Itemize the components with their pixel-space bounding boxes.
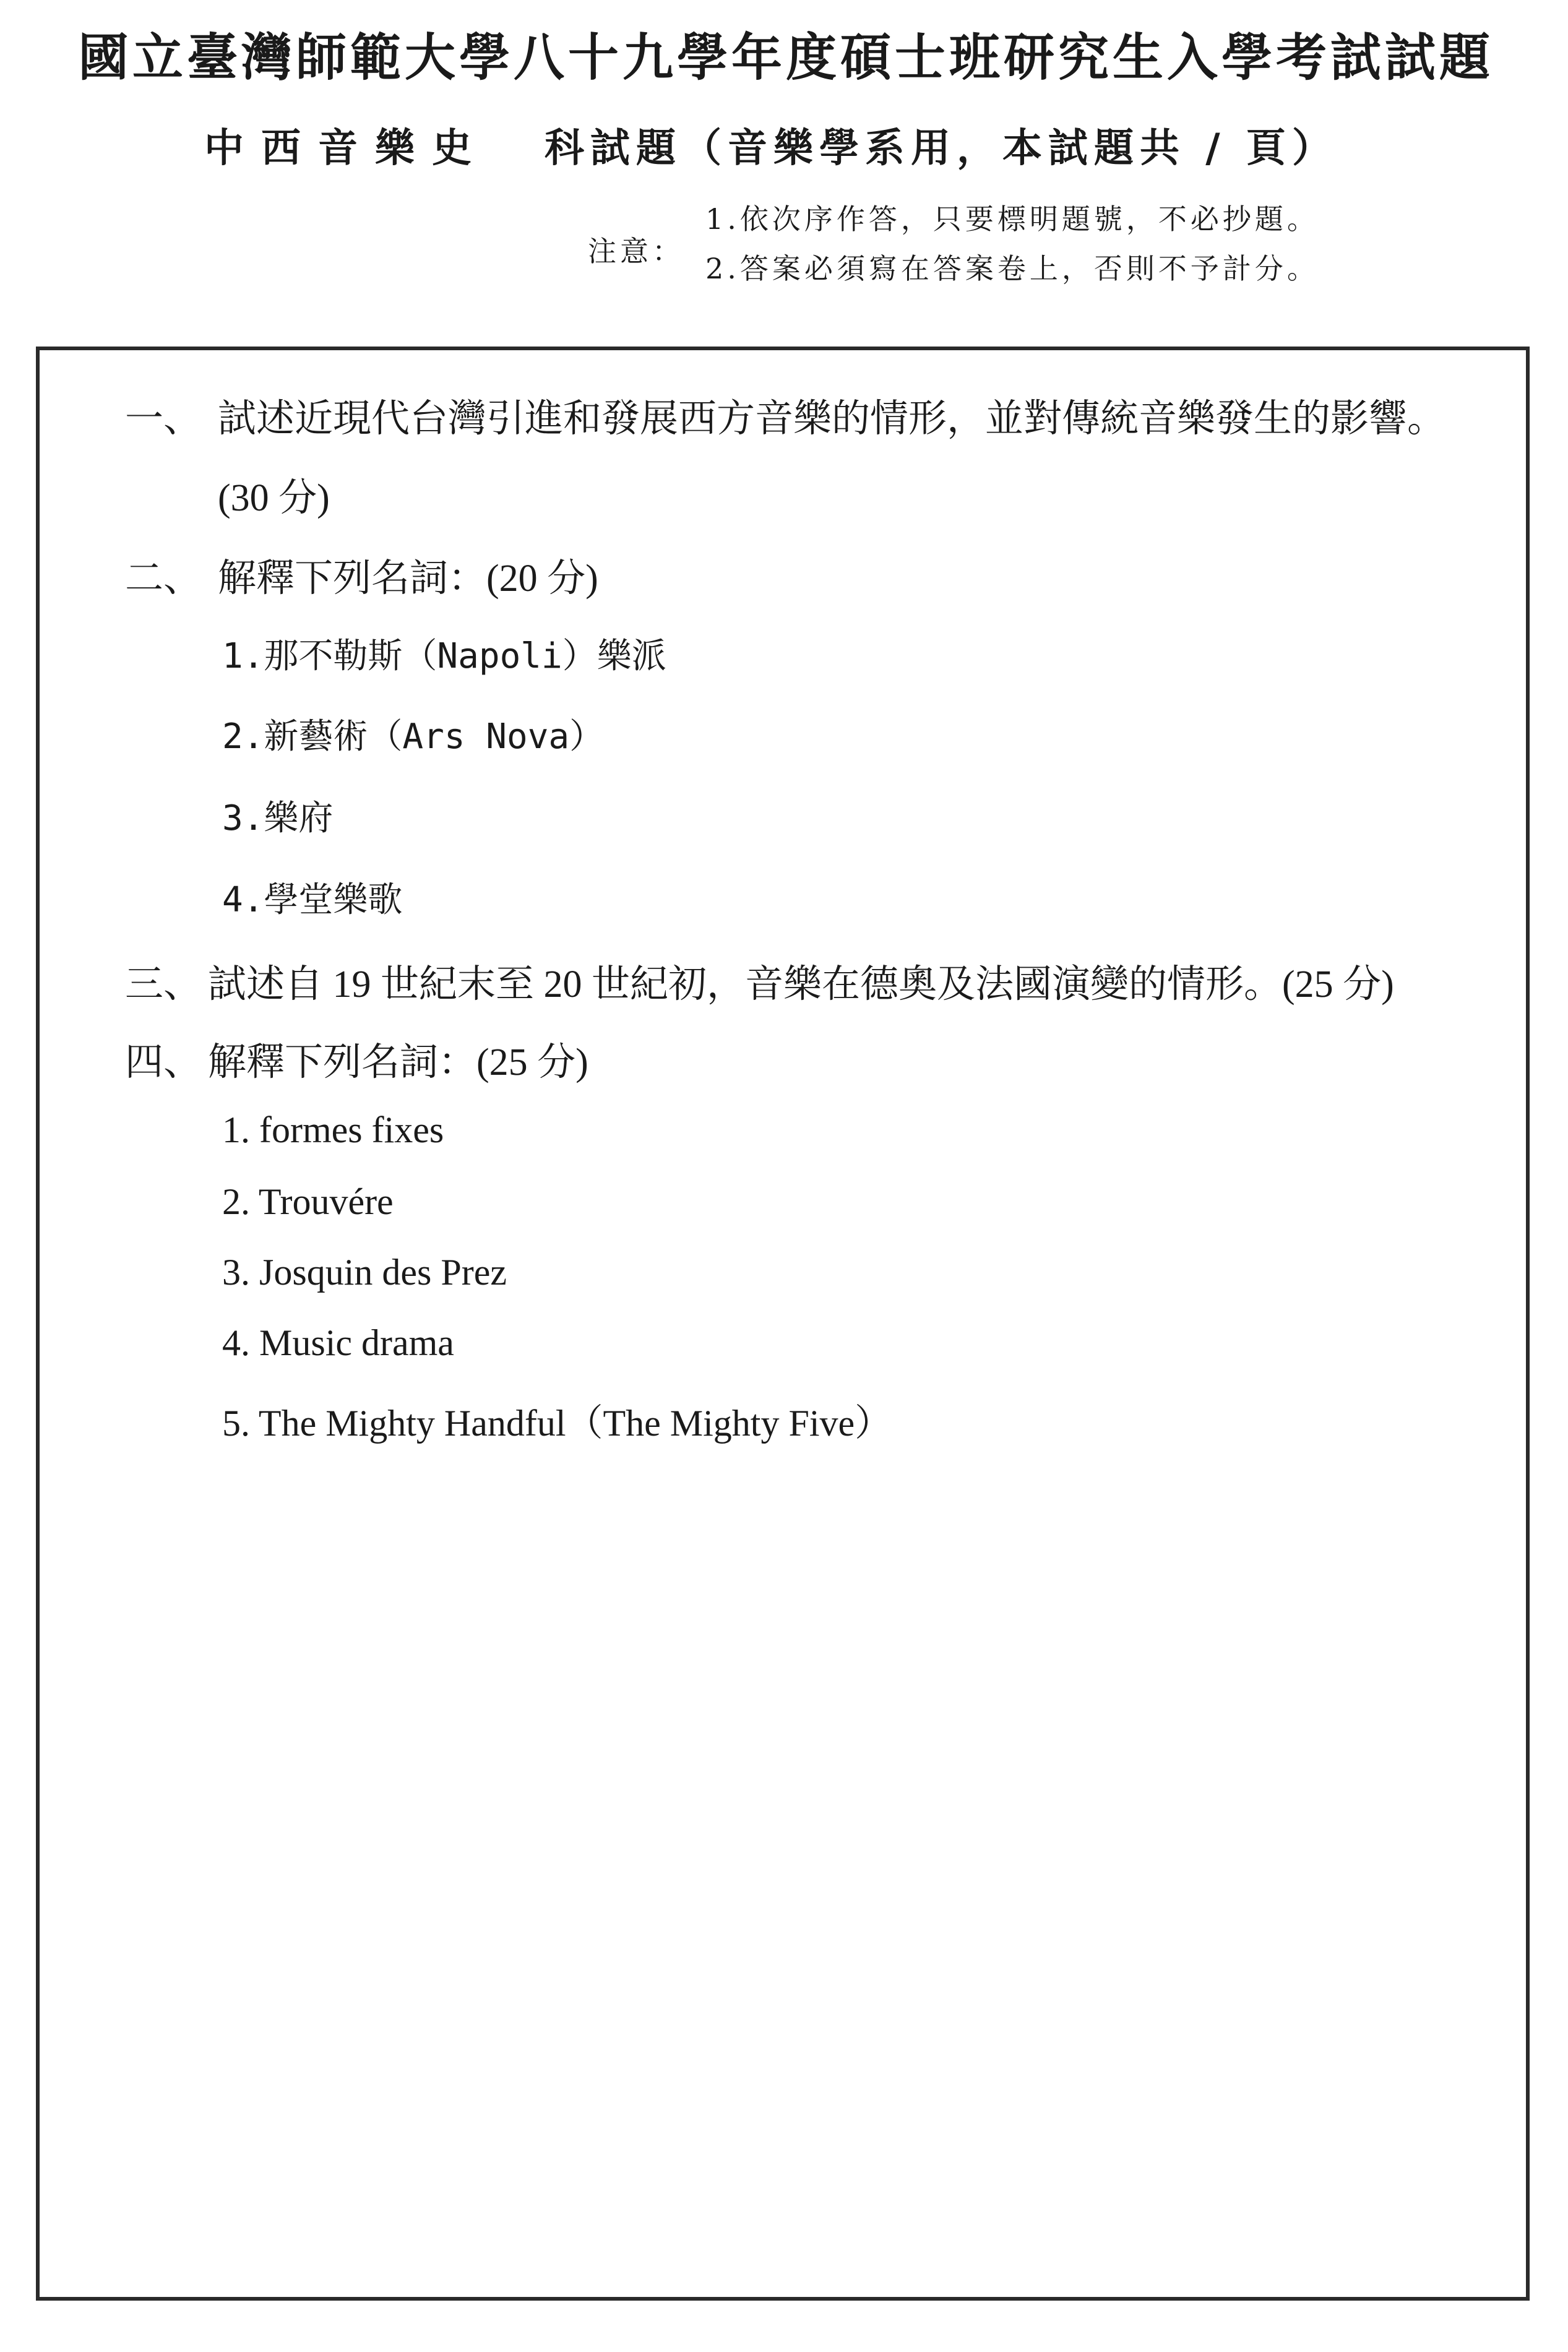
question-text: 試述自 19 世紀末至 20 世紀初，音樂在德奧及法國演變的情形。(25 分) <box>208 963 1394 1006</box>
question-1-points: (30 分) <box>218 477 330 519</box>
term-item: 3. Josquin des Prez <box>222 1252 507 1293</box>
notice-item: 1.依次序作答，只要標明題號，不必抄題。 <box>705 202 1319 236</box>
question-number: 四、 <box>125 1041 202 1083</box>
term-item: 1.那不勒斯（Napoli）樂派 <box>222 636 666 676</box>
question-number: 三、 <box>125 963 202 1006</box>
notice-label: 注意： <box>588 235 684 268</box>
question-1 <box>125 387 1445 442</box>
question-3 <box>125 953 1394 1008</box>
term-item: 4. Music drama <box>222 1322 454 1363</box>
question-number: 二、 <box>125 558 202 600</box>
exam-header <box>0 0 1568 347</box>
question-2 <box>125 547 598 602</box>
subject-name: 中西音樂史 <box>204 125 489 171</box>
term-item: 3.樂府 <box>222 798 334 838</box>
term-item: 4.學堂樂歌 <box>222 880 403 920</box>
question-number: 一、 <box>125 398 202 440</box>
question-text: 解釋下列名詞：(25 分) <box>208 1041 588 1083</box>
term-item: 5. The Mighty Handful（The Mighty Five） <box>222 1403 892 1444</box>
question-text: 解釋下列名詞：(20 分) <box>218 558 598 600</box>
subject-description: 科試題（音樂學系用，本試題共 / 頁） <box>545 125 1338 171</box>
term-item: 2.新藝術（Ars Nova） <box>222 717 605 757</box>
notice-item: 2.答案必須寫在答案卷上，否則不予計分。 <box>705 252 1319 285</box>
exam-title: 國立臺灣師範大學八十九學年度碩士班研究生入學考試試題 <box>77 28 1494 87</box>
notice-list <box>705 197 1319 296</box>
question-4 <box>125 1031 588 1086</box>
term-item: 1. formes fixes <box>222 1109 444 1150</box>
exam-subtitle <box>204 116 1338 173</box>
term-item: 2. Trouvére <box>222 1181 394 1222</box>
question-frame <box>36 347 1530 2301</box>
question-text: 試述近現代台灣引進和發展西方音樂的情形，並對傳統音樂發生的影響。 <box>218 398 1446 440</box>
